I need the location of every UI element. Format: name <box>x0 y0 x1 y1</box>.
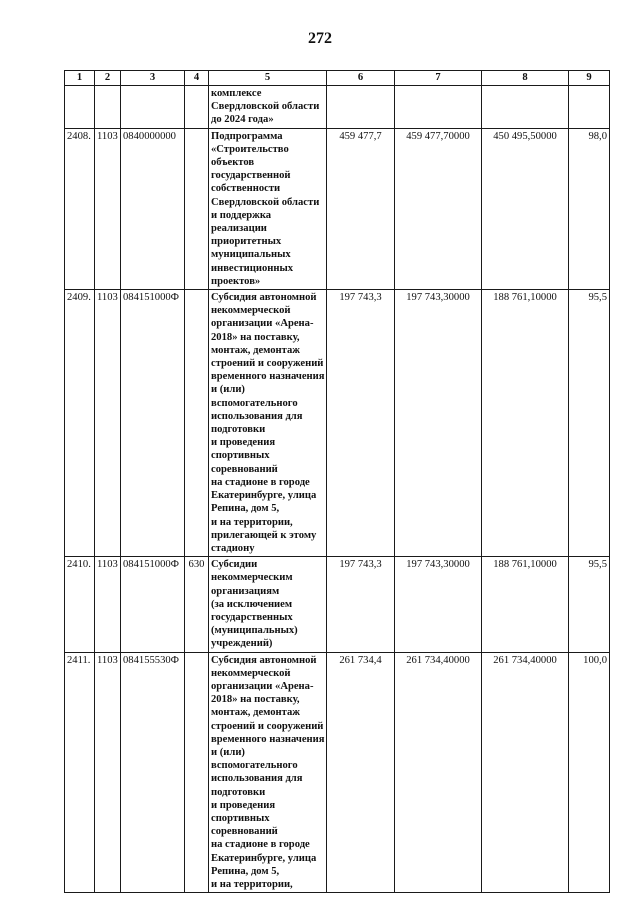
execution-percent <box>569 86 610 129</box>
column-header: 5 <box>209 71 327 86</box>
item-name-line: подготовки <box>211 786 266 798</box>
table-body <box>65 86 610 893</box>
column-header: 6 <box>327 71 395 86</box>
item-name-line: реализации <box>211 223 267 235</box>
executed-amount: 188 761,10000 <box>482 290 569 557</box>
executed-amount: 188 761,10000 <box>482 557 569 652</box>
item-name-line: монтаж, демонтаж <box>211 344 300 356</box>
executed-amount: 261 734,40000 <box>482 652 569 893</box>
item-name-line: Подпрограмма <box>211 130 283 142</box>
executed-amount <box>482 86 569 129</box>
section-code: 1103 <box>95 290 121 557</box>
item-name-line: приоритетных <box>211 236 282 248</box>
table-row <box>65 652 610 893</box>
target-article-code: 0840000000 <box>121 128 185 289</box>
expense-type-code <box>185 290 209 557</box>
target-article-code <box>121 86 185 129</box>
refined-amount: 197 743,30000 <box>395 557 482 652</box>
item-name-line: организации «Арена- <box>211 318 314 330</box>
refined-amount: 197 743,30000 <box>395 290 482 557</box>
target-article-code: 084155530Ф <box>121 652 185 893</box>
planned-amount: 197 743,3 <box>327 557 395 652</box>
expense-type-code: 630 <box>185 557 209 652</box>
refined-amount: 261 734,40000 <box>395 652 482 893</box>
item-name-line: Субсидии <box>211 559 258 571</box>
refined-amount <box>395 86 482 129</box>
item-name-line: 2018» на поставку, <box>211 331 300 343</box>
item-name-line: Свердловской области <box>211 101 320 113</box>
execution-percent: 98,0 <box>569 128 610 289</box>
item-name-line: Екатеринбурге, улица <box>211 490 317 502</box>
item-name-line: вспомогательного <box>211 397 298 409</box>
section-code: 1103 <box>95 557 121 652</box>
item-name-line: Субсидия автономной <box>211 654 317 666</box>
target-article-code: 084151000Ф <box>121 557 185 652</box>
item-name-line: комплексе <box>211 88 262 99</box>
item-name <box>209 290 327 557</box>
table-row <box>65 86 610 129</box>
item-name <box>209 557 327 652</box>
item-name-line: некоммерческой <box>211 305 291 317</box>
item-name-line: строений и сооружений <box>211 720 324 732</box>
item-name-line: подготовки <box>211 424 266 436</box>
execution-percent: 95,5 <box>569 290 610 557</box>
item-name-line: Репина, дом 5, <box>211 503 280 515</box>
section-code: 1103 <box>95 652 121 893</box>
item-name-line: использования для <box>211 410 303 422</box>
execution-percent: 100,0 <box>569 652 610 893</box>
item-name-line: «Строительство <box>211 143 289 155</box>
table-row <box>65 557 610 652</box>
item-name-line: 2018» на поставку, <box>211 694 300 706</box>
item-name-line: организации «Арена- <box>211 680 314 692</box>
item-name-line: инвестиционных <box>211 262 294 274</box>
item-name-line: временного назначения <box>211 371 325 383</box>
item-name-line: стадиону <box>211 542 255 554</box>
item-name-line: и на территории, <box>211 516 293 528</box>
item-name-line: на стадионе в городе <box>211 839 310 851</box>
item-name-line: и (или) <box>211 746 245 758</box>
item-name-line: на стадионе в городе <box>211 476 310 488</box>
row-number: 2408. <box>65 128 95 289</box>
planned-amount: 459 477,7 <box>327 128 395 289</box>
row-number <box>65 86 95 129</box>
item-name-line: и на территории, <box>211 878 293 890</box>
planned-amount: 197 743,3 <box>327 290 395 557</box>
item-name-line: использования для <box>211 773 303 785</box>
item-name-line: временного назначения <box>211 733 325 745</box>
item-name-line: Субсидия автономной <box>211 292 317 304</box>
row-number: 2410. <box>65 557 95 652</box>
budget-table <box>64 70 610 893</box>
item-name-line: собственности <box>211 183 281 195</box>
row-number: 2411. <box>65 652 95 893</box>
column-header: 8 <box>482 71 569 86</box>
expense-type-code <box>185 86 209 129</box>
item-name-line: проектов» <box>211 275 261 287</box>
target-article-code: 084151000Ф <box>121 290 185 557</box>
executed-amount: 450 495,50000 <box>482 128 569 289</box>
planned-amount <box>327 86 395 129</box>
column-header: 3 <box>121 71 185 86</box>
column-header: 7 <box>395 71 482 86</box>
item-name-line: до 2024 года» <box>211 114 274 126</box>
table-row <box>65 290 610 557</box>
column-header: 4 <box>185 71 209 86</box>
item-name-line: и проведения <box>211 437 276 449</box>
item-name-line: (за исключением <box>211 598 293 610</box>
item-name-line: соревнований <box>211 463 278 475</box>
row-number: 2409. <box>65 290 95 557</box>
item-name-line: учреждений) <box>211 638 273 650</box>
item-name-line: Свердловской области <box>211 196 320 208</box>
item-name <box>209 86 327 129</box>
item-name-line: организациям <box>211 585 280 597</box>
item-name-line: вспомогательного <box>211 760 298 772</box>
refined-amount: 459 477,70000 <box>395 128 482 289</box>
item-name-line: некоммерческой <box>211 667 291 679</box>
item-name <box>209 128 327 289</box>
item-name-line: спортивных <box>211 450 270 462</box>
expense-type-code <box>185 652 209 893</box>
column-header: 1 <box>65 71 95 86</box>
expense-type-code <box>185 128 209 289</box>
execution-percent: 95,5 <box>569 557 610 652</box>
column-header: 2 <box>95 71 121 86</box>
item-name-line: некоммерческим <box>211 572 293 584</box>
item-name-line: и проведения <box>211 799 276 811</box>
item-name-line: государственной <box>211 170 291 182</box>
page-number: 272 <box>308 30 332 47</box>
item-name-line: муниципальных <box>211 249 291 261</box>
item-name-line: и поддержка <box>211 209 272 221</box>
item-name-line: (муниципальных) <box>211 625 298 637</box>
item-name-line: спортивных <box>211 812 270 824</box>
section-code: 1103 <box>95 128 121 289</box>
section-code <box>95 86 121 129</box>
item-name-line: и (или) <box>211 384 245 396</box>
item-name-line: Екатеринбурге, улица <box>211 852 317 864</box>
planned-amount: 261 734,4 <box>327 652 395 893</box>
item-name-line: монтаж, демонтаж <box>211 707 300 719</box>
item-name-line: объектов <box>211 157 255 169</box>
table-row <box>65 128 610 289</box>
header-row <box>65 71 610 86</box>
item-name-line: государственных <box>211 611 293 623</box>
item-name-line: прилегающей к этому <box>211 529 317 541</box>
item-name-line: соревнований <box>211 826 278 838</box>
column-header: 9 <box>569 71 610 86</box>
item-name-line: строений и сооружений <box>211 358 324 370</box>
item-name <box>209 652 327 893</box>
item-name-line: Репина, дом 5, <box>211 865 280 877</box>
